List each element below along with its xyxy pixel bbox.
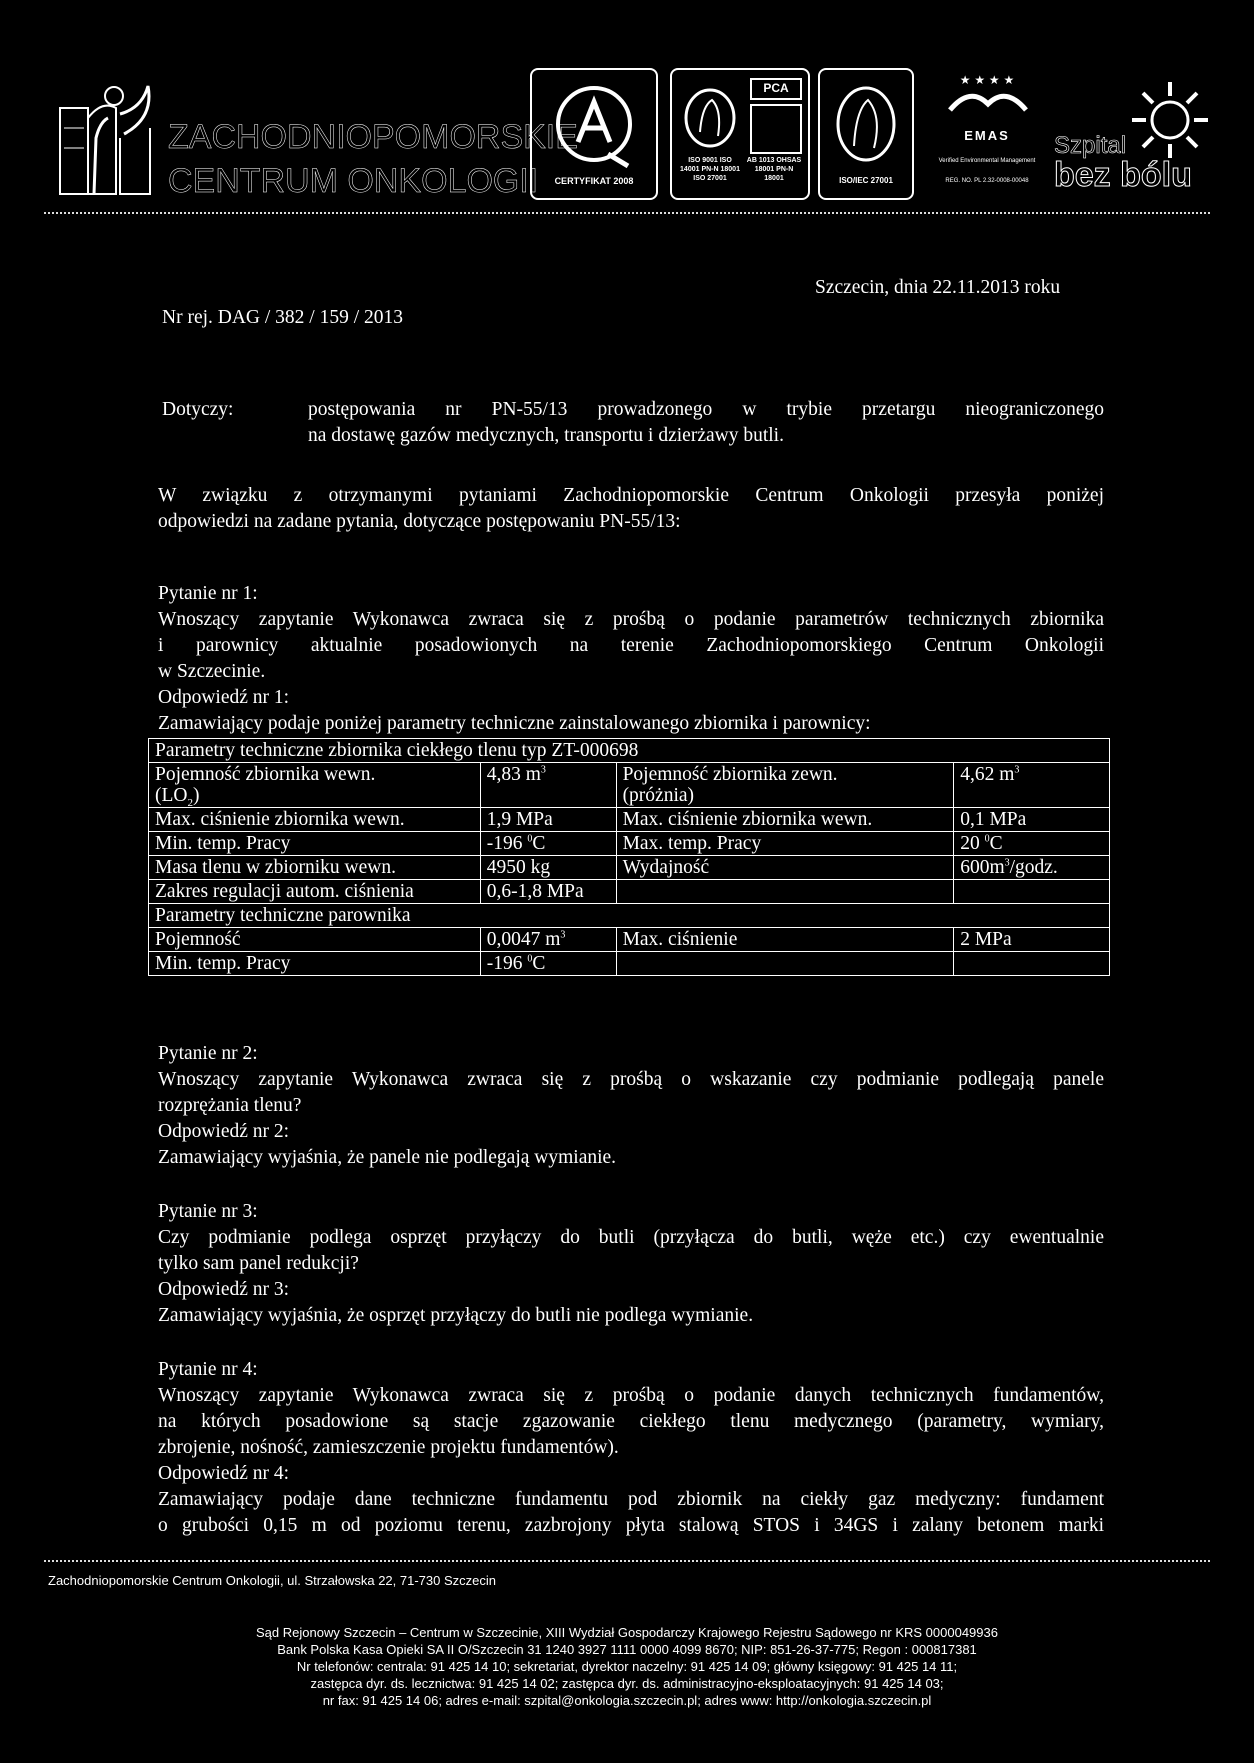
- a1-heading: Odpowiedź nr 1:: [158, 687, 290, 708]
- svg-text:★ ★ ★ ★: ★ ★ ★ ★: [959, 73, 1015, 87]
- org-name-line1: ZACHODNIOPOMORSKIE: [168, 118, 578, 156]
- footer-bank-line: Bank Polska Kasa Opieki SA II O/Szczecin 31 1240 3927 1111 0000 4099 8670; NIP: 851-26-37-775; Regon : 000817381: [277, 1642, 977, 1657]
- q1-heading: Pytanie nr 1:: [158, 583, 258, 604]
- table-cell: Min. temp. Pracy: [149, 832, 481, 856]
- table-cell: [616, 952, 954, 976]
- table-cell: Masa tlenu w zbiorniku wewn.: [149, 856, 481, 880]
- table-row: [149, 763, 1110, 808]
- evaporator-header-cell: Parametry techniczne parownika: [149, 904, 1110, 928]
- cell-superscript: 0: [984, 833, 990, 845]
- footer-deputies-line: zastępca dyr. ds. lecznictwa: 91 425 14 02; zastępca dyr. ds. administracyjno-eksploatacyjnych: 91 425 14 03;: [310, 1676, 944, 1691]
- table-cell: [616, 763, 954, 808]
- footer-divider: [44, 1560, 1210, 1562]
- parameters-table: [148, 738, 1110, 976]
- table-cell: [954, 763, 1110, 808]
- table-row: [149, 739, 1110, 763]
- subject-line1: postępowania nr PN-55/13 prowadzonego w trybie przetargu nieograniczonego: [308, 399, 1104, 420]
- emas-reg: REG. NO. PL 2.32-0008-00048: [945, 178, 1029, 184]
- q1-line3: w Szczecinie.: [158, 661, 266, 682]
- cell-text: 4,62 m: [960, 764, 1015, 785]
- cert1-text: CERTYFIKAT 2008: [554, 176, 634, 186]
- cell-text: ): [193, 785, 200, 806]
- cell-superscript: 0: [527, 833, 533, 845]
- table-cell: 0,1 MPa: [954, 808, 1110, 832]
- cell-superscript: 3: [1014, 764, 1020, 776]
- a2-line1: Zamawiający wyjaśnia, że panele nie podlegają wymianie.: [158, 1147, 617, 1168]
- cell-superscript: 3: [1004, 857, 1010, 869]
- table-row: [149, 904, 1110, 928]
- subject-line2: na dostawę gazów medycznych, transportu i dzierżawy butli.: [308, 425, 784, 446]
- cell-superscript: 3: [560, 929, 566, 941]
- table-cell: [954, 832, 1110, 856]
- table-row: [149, 832, 1110, 856]
- org-name-line2: CENTRUM ONKOLOGII: [168, 162, 539, 200]
- q3-heading: Pytanie nr 3:: [158, 1201, 258, 1222]
- cell-text: C: [989, 833, 1003, 854]
- table-row: [149, 928, 1110, 952]
- table-cell: Max. ciśnienie: [616, 928, 954, 952]
- a3-heading: Odpowiedź nr 3:: [158, 1279, 290, 1300]
- table-cell: 0,6-1,8 MPa: [480, 880, 616, 904]
- a2-heading: Odpowiedź nr 2:: [158, 1121, 290, 1142]
- cell-text: Pojemność zbiornika zewn.: [622, 764, 838, 785]
- table-row: [149, 856, 1110, 880]
- table-cell: [149, 763, 481, 808]
- q1-line2: i parownicy aktualnie posadowionych na terenie Zachodniopomorskiego Centrum Onkologii: [158, 635, 1104, 656]
- cell-superscript: 3: [540, 764, 546, 776]
- emas-stars-icon: [944, 70, 1030, 120]
- q4-line1: Wnoszący zapytanie Wykonawca zwraca się z prośbą o podanie danych technicznych fundamentów,: [158, 1385, 1104, 1406]
- table-cell: [616, 880, 954, 904]
- table-cell: Max. ciśnienie zbiornika wewn.: [616, 808, 954, 832]
- table-cell: Zakres regulacji autom. ciśnienia: [149, 880, 481, 904]
- pca-badge: PCA: [750, 78, 802, 100]
- sun-logo-icon: [1130, 80, 1210, 160]
- cert-pca-logo: [670, 68, 810, 200]
- q2-line2: rozprężania tlenu?: [158, 1095, 302, 1116]
- footer-contact-line: nr fax: 91 425 14 06; adres e-mail: szpital@onkologia.szczecin.pl; adres www: http://onkologia.szczecin.pl: [322, 1693, 932, 1708]
- cell-subscript: 2: [187, 796, 193, 809]
- tank-header-cell: Parametry techniczne zbiornika ciekłego tlenu typ ZT-000698: [149, 739, 1110, 763]
- table-cell: 1,9 MPa: [480, 808, 616, 832]
- q1-line1: Wnoszący zapytanie Wykonawca zwraca się z prośbą o podanie parametrów technicznych zbiornika: [158, 609, 1104, 630]
- table-cell: 2 MPa: [954, 928, 1110, 952]
- table-cell: [480, 952, 616, 976]
- pca-box-icon: [750, 104, 802, 154]
- emas-sub: Verified Environmental Management: [938, 158, 1036, 164]
- table-cell: [480, 928, 616, 952]
- table-cell: [480, 832, 616, 856]
- cell-text: 0,0047 m: [486, 929, 561, 950]
- letterhead: [0, 0, 1254, 215]
- cert2-left-text: ISO 9001 ISO 14001 PN-N 18001 ISO 27001: [680, 157, 740, 182]
- cell-text: (próżnia): [622, 785, 695, 806]
- a4-line2: o grubości 0,15 m od poziomu terenu, zazbrojony płyta stalową STOS i 34GS i zalany betonem marki: [158, 1515, 1104, 1536]
- q4-heading: Pytanie nr 4:: [158, 1359, 258, 1380]
- table-cell: Wydajność: [616, 856, 954, 880]
- footer-phones-line: Nr telefonów: centrala: 91 425 14 10; sekretariat, dyrektor naczelny: 91 425 14 09; główny księgowy: 91 425 14 11;: [296, 1659, 958, 1674]
- footer-info: [60, 1624, 1194, 1709]
- cell-text: 600m: [960, 857, 1005, 878]
- cert-iso-logo: [818, 68, 914, 200]
- cert2-right-text: AB 1013 OHSAS 18001 PN-N 18001: [746, 157, 802, 182]
- cell-text: C: [532, 833, 546, 854]
- cell-text: Pojemność zbiornika wewn.: [155, 764, 376, 785]
- q3-line1: Czy podmianie podlega osprzęt przyłączy do butli (przyłącza do butli, węże etc.) czy ewentualnie: [158, 1227, 1104, 1248]
- registration-number: Nr rej. DAG / 382 / 159 / 2013: [162, 307, 404, 328]
- intro-line2: odpowiedzi na zadane pytania, dotyczące postępowaniu PN-55/13:: [158, 511, 681, 532]
- table-cell: Max. temp. Pracy: [616, 832, 954, 856]
- intro-line1: W związku z otrzymanymi pytaniami Zachodniopomorskie Centrum Onkologii przesyła poniżej: [158, 485, 1104, 506]
- cell-text: 4,83 m: [486, 764, 541, 785]
- q4-line3: zbrojenie, nośność, zamieszczenie projektu fundamentów).: [158, 1437, 619, 1458]
- cell-text: -196: [486, 833, 528, 854]
- cell-text: (LO: [155, 785, 188, 806]
- quality-q-icon: [550, 80, 638, 170]
- table-cell: 4950 kg: [480, 856, 616, 880]
- cell-text: -196: [486, 953, 528, 974]
- emblem-icon: [682, 86, 738, 150]
- table-row: [149, 808, 1110, 832]
- a4-heading: Odpowiedź nr 4:: [158, 1463, 290, 1484]
- footer-address: Zachodniopomorskie Centrum Onkologii, ul. Strzałowska 22, 71-730 Szczecin: [48, 1573, 496, 1588]
- a3-line1: Zamawiający wyjaśnia, że osprzęt przyłączy do butli nie podlega wymianie.: [158, 1305, 754, 1326]
- subject-label: Dotyczy:: [162, 399, 234, 420]
- a1-line1: Zamawiający podaje poniżej parametry techniczne zainstalowanego zbiornika i parownicy:: [158, 713, 871, 734]
- cell-text: 20: [960, 833, 985, 854]
- table-cell: Min. temp. Pracy: [149, 952, 481, 976]
- q3-line2: tylko sam panel redukcji?: [158, 1253, 359, 1274]
- table-cell: Max. ciśnienie zbiornika wewn.: [149, 808, 481, 832]
- table-row: [149, 880, 1110, 904]
- cell-text: C: [532, 953, 546, 974]
- zco-logo-icon: [58, 78, 158, 196]
- q2-line1: Wnoszący zapytanie Wykonawca zwraca się z prośbą o wskazanie czy podmianie podlegają panele: [158, 1069, 1104, 1090]
- footer-court-line: Sąd Rejonowy Szczecin – Centrum w Szczecinie, XIII Wydział Gospodarczy Krajowego Rejestru Sądowego nr KRS 0000049936: [256, 1625, 998, 1640]
- header-divider: [44, 212, 1210, 214]
- a4-line1: Zamawiający podaje dane techniczne fundamentu pod zbiornik na ciekły gaz medyczny: fundament: [158, 1489, 1104, 1510]
- table-cell: [954, 856, 1110, 880]
- table-cell: [480, 763, 616, 808]
- cell-text: /godz.: [1009, 857, 1058, 878]
- szpital-label: Szpital: [1054, 132, 1127, 159]
- emas-text: EMAS: [964, 128, 1010, 143]
- cert3-text: ISO/IEC 27001: [839, 176, 893, 185]
- table-row: [149, 952, 1110, 976]
- cert-quality-logo: [530, 68, 658, 200]
- cell-superscript: 0: [527, 953, 533, 965]
- q2-heading: Pytanie nr 2:: [158, 1043, 258, 1064]
- table-cell: [954, 880, 1110, 904]
- date-line: Szczecin, dnia 22.11.2013 roku: [815, 277, 1061, 298]
- bez-bolu-label: bez bólu: [1054, 156, 1192, 194]
- iso-emblem-icon: [834, 84, 898, 164]
- table-cell: Pojemność: [149, 928, 481, 952]
- table-cell: [954, 952, 1110, 976]
- q4-line2: na których posadowione są stacje zgazowanie ciekłego tlenu medycznego (parametry, wymiary,: [158, 1411, 1104, 1432]
